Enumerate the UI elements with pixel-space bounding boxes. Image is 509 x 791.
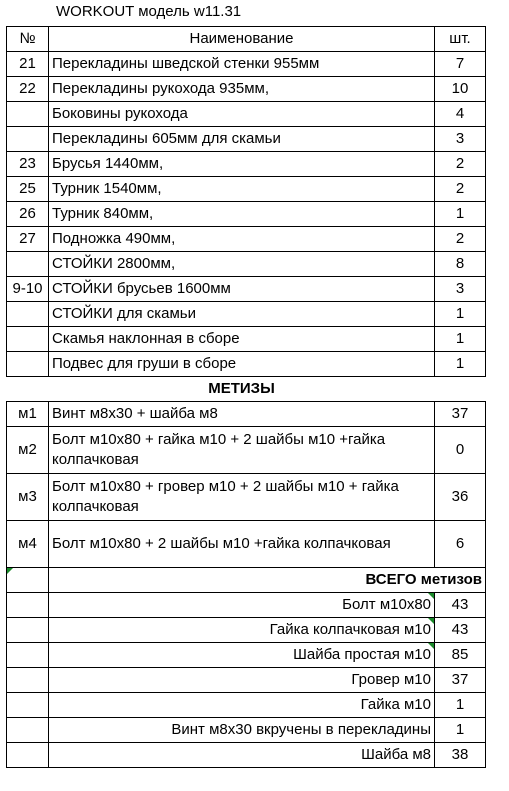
row-name: Перекладины шведской стенки 955мм <box>49 52 435 77</box>
table-row <box>7 302 486 327</box>
row-qty: 2 <box>435 227 486 252</box>
table-row <box>7 252 486 277</box>
row-num: м3 <box>7 474 49 521</box>
table-row <box>7 227 486 252</box>
totals-name: Гайка м10 <box>49 693 435 718</box>
hardware-section-title: МЕТИЗЫ <box>208 380 275 397</box>
totals-row <box>7 743 486 768</box>
totals-row <box>7 643 486 668</box>
row-num: 9-10 <box>7 277 49 302</box>
col-header-num: № <box>7 27 49 52</box>
row-num: 23 <box>7 152 49 177</box>
row-num: 22 <box>7 77 49 102</box>
row-name: Боковины рукохода <box>49 102 435 127</box>
row-num: 27 <box>7 227 49 252</box>
totals-name: Гровер м10 <box>49 668 435 693</box>
table-row <box>7 102 486 127</box>
row-qty: 4 <box>435 102 486 127</box>
row-num <box>7 252 49 277</box>
row-qty: 1 <box>435 202 486 227</box>
totals-qty: 43 <box>435 593 486 618</box>
header-row <box>7 27 486 52</box>
row-qty: 1 <box>435 302 486 327</box>
totals-row <box>7 618 486 643</box>
row-name: Турник 1540мм, <box>49 177 435 202</box>
row-name: Болт м10х80 + гайка м10 + 2 шайбы м10 +гайка колпачковая <box>49 427 435 474</box>
row-qty: 37 <box>435 402 486 427</box>
row-num: м4 <box>7 521 49 568</box>
col-header-qty: шт. <box>435 27 486 52</box>
totals-name: Винт м8х30 вкручены в перекладины <box>49 718 435 743</box>
row-num: 21 <box>7 52 49 77</box>
totals-row <box>7 668 486 693</box>
section-title-row <box>7 377 486 402</box>
table-row <box>7 402 486 427</box>
table-row <box>7 521 486 568</box>
totals-qty: 1 <box>435 693 486 718</box>
row-qty: 1 <box>435 352 486 377</box>
row-name: Подвес для груши в сборе <box>49 352 435 377</box>
row-name: Перекладины 605мм для скамьи <box>49 127 435 152</box>
row-name: Скамья наклонная в сборе <box>49 327 435 352</box>
totals-name: Шайба простая м10 <box>49 643 435 668</box>
row-num: 26 <box>7 202 49 227</box>
table-row <box>7 352 486 377</box>
table-row <box>7 127 486 152</box>
row-num <box>7 352 49 377</box>
table-row <box>7 177 486 202</box>
table-row <box>7 277 486 302</box>
row-qty: 3 <box>435 277 486 302</box>
row-qty: 1 <box>435 327 486 352</box>
totals-row <box>7 718 486 743</box>
row-qty: 8 <box>435 252 486 277</box>
row-qty: 3 <box>435 127 486 152</box>
row-num: м1 <box>7 402 49 427</box>
row-name: СТОЙКИ для скамьи <box>49 302 435 327</box>
totals-qty: 43 <box>435 618 486 643</box>
table-row <box>7 202 486 227</box>
row-name: Винт м8х30 + шайба м8 <box>49 402 435 427</box>
row-num <box>7 102 49 127</box>
row-num <box>7 302 49 327</box>
totals-row <box>7 593 486 618</box>
table-row <box>7 52 486 77</box>
totals-qty: 38 <box>435 743 486 768</box>
table-row <box>7 474 486 521</box>
row-num <box>7 327 49 352</box>
totals-name: Шайба м8 <box>49 743 435 768</box>
row-qty: 36 <box>435 474 486 521</box>
totals-qty: 85 <box>435 643 486 668</box>
row-name: СТОЙКИ 2800мм, <box>49 252 435 277</box>
table-row <box>7 77 486 102</box>
totals-qty: 1 <box>435 718 486 743</box>
row-num <box>7 127 49 152</box>
totals-title-row <box>7 568 486 593</box>
table-row <box>7 327 486 352</box>
row-qty: 2 <box>435 177 486 202</box>
row-name: Болт м10х80 + 2 шайбы м10 +гайка колпачковая <box>49 521 435 568</box>
totals-row <box>7 693 486 718</box>
totals-qty: 37 <box>435 668 486 693</box>
row-name: СТОЙКИ брусьев 1600мм <box>49 277 435 302</box>
col-header-name: Наименование <box>49 27 435 52</box>
row-name: Брусья 1440мм, <box>49 152 435 177</box>
totals-name: Гайка колпачковая м10 <box>49 618 435 643</box>
row-qty: 6 <box>435 521 486 568</box>
table-row <box>7 152 486 177</box>
totals-name: Болт м10х80 <box>49 593 435 618</box>
row-qty: 7 <box>435 52 486 77</box>
totals-title: ВСЕГО метизов <box>49 568 486 593</box>
table-row <box>7 427 486 474</box>
row-num: 25 <box>7 177 49 202</box>
row-name: Перекладины рукохода 935мм, <box>49 77 435 102</box>
sheet-title: WORKOUT модель w11.31 <box>56 3 242 20</box>
row-num: м2 <box>7 427 49 474</box>
row-name: Болт м10х80 + гровер м10 + 2 шайбы м10 + гайка колпачковая <box>49 474 435 521</box>
row-qty: 10 <box>435 77 486 102</box>
row-name: Подножка 490мм, <box>49 227 435 252</box>
spec-table <box>6 26 486 768</box>
row-name: Турник 840мм, <box>49 202 435 227</box>
row-qty: 0 <box>435 427 486 474</box>
row-qty: 2 <box>435 152 486 177</box>
